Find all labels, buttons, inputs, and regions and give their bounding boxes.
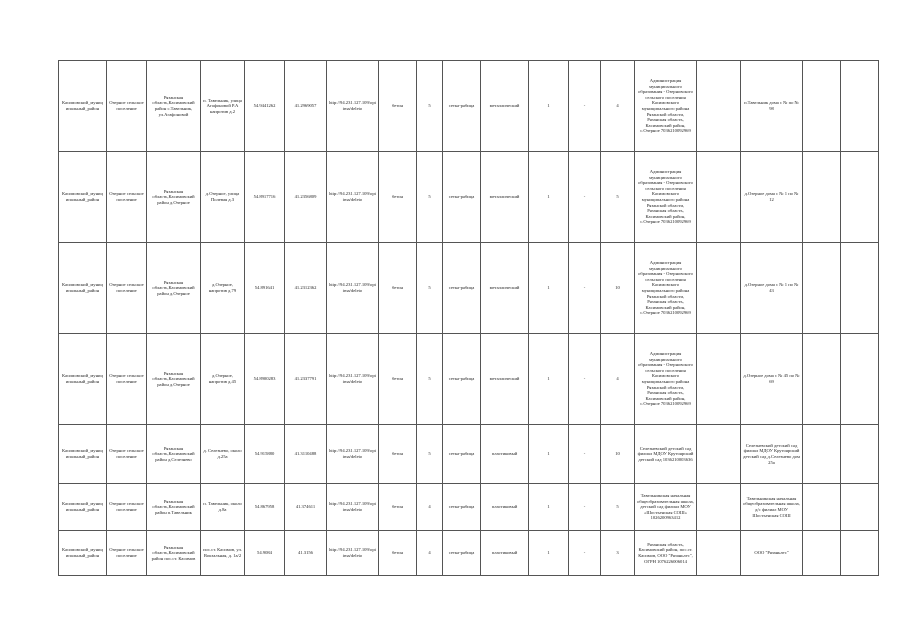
cell-volume: - <box>569 425 601 484</box>
cell-col18 <box>803 425 841 484</box>
cell-address: Рязанская область,Касимовский район с.Тавельник, ул.Агафоновой <box>147 61 201 152</box>
cell-url: http://94.231.127.109/opt ima/deleto <box>327 152 379 243</box>
cell-col18 <box>803 61 841 152</box>
cell-type: сетка-рабица <box>443 334 481 425</box>
cell-settlement: Озерное сельское поселение <box>107 61 147 152</box>
cell-col19 <box>841 484 879 531</box>
table-row <box>59 61 879 152</box>
cell-lon: 41.2337791 <box>285 334 327 425</box>
cell-count: 1 <box>529 531 569 576</box>
cell-served: д.Озерное дома с № 1 по № 43 <box>741 243 803 334</box>
cell-lat: 54.915880 <box>245 425 285 484</box>
cell-type: сетка-рабица <box>443 425 481 484</box>
cell-col16 <box>697 243 741 334</box>
cell-count: 1 <box>529 61 569 152</box>
cell-distance: 5 <box>601 484 635 531</box>
cell-lat: 54.8917716 <box>245 152 285 243</box>
cell-col19 <box>841 61 879 152</box>
cell-type: сетка-рабица <box>443 531 481 576</box>
container-sites-table <box>58 60 879 576</box>
cell-settlement: Озерное сельское поселение <box>107 334 147 425</box>
cell-address: Рязанская область,Касимовский район д.Озерное <box>147 334 201 425</box>
cell-url: http://94.231.127.109/opt ima/deleto <box>327 61 379 152</box>
cell-col16 <box>697 334 741 425</box>
cell-served: Тавельникская начальная общеобразовательная школа, д/с филиал МОУ Шостьенская СОШ <box>741 484 803 531</box>
cell-material: металлический <box>481 152 529 243</box>
cell-lon: 41.3156 <box>285 531 327 576</box>
cell-surface: бетон <box>379 531 417 576</box>
cell-address: Рязанская область,Касимовский район д.Озерное <box>147 152 201 243</box>
cell-served: ООО "Рязаньлес" <box>741 531 803 576</box>
cell-col16 <box>697 531 741 576</box>
cell-type: сетка-рабица <box>443 152 481 243</box>
cell-volume: - <box>569 484 601 531</box>
cell-address: Рязанская область,Касимовский район п.Тавельник <box>147 484 201 531</box>
table-row <box>59 531 879 576</box>
cell-owner: Селезневский детский сад филиал МДОУ Крутоярский детский сад 1036210003636 <box>635 425 697 484</box>
cell-col18 <box>803 531 841 576</box>
cell-lon: 41.3110488 <box>285 425 327 484</box>
cell-served: п.Тавельник дома с № по № 98 <box>741 61 803 152</box>
cell-surface: бетон <box>379 243 417 334</box>
cell-owner: Администрация муниципального образования - Озерновского сельского поселения Касимовского муниципального района Рязанской области, Рязанская область, Касимовский район, с.Озерное 7036210092969 <box>635 243 697 334</box>
cell-area: 4 <box>417 531 443 576</box>
cell-street: д. Селезнево, около д.25а <box>201 425 245 484</box>
table-body <box>59 61 879 576</box>
cell-col19 <box>841 243 879 334</box>
cell-col16 <box>697 61 741 152</box>
cell-type: сетка-рабица <box>443 243 481 334</box>
cell-col19 <box>841 531 879 576</box>
cell-url: http://94.231.127.109/opt ima/deleto <box>327 484 379 531</box>
table-row <box>59 152 879 243</box>
cell-volume: - <box>569 243 601 334</box>
cell-count: 1 <box>529 152 569 243</box>
cell-col18 <box>803 484 841 531</box>
cell-address: Рязанская область,Касимовский район пос.ст. Касимов <box>147 531 201 576</box>
cell-address: Рязанская область,Касимовский район д.Озерное <box>147 243 201 334</box>
cell-settlement: Озерное сельское поселение <box>107 425 147 484</box>
cell-lon: 41.374611 <box>285 484 327 531</box>
cell-url: http://94.231.127.109/opt ima/deleto <box>327 334 379 425</box>
cell-material: пластиковый <box>481 484 529 531</box>
cell-street: д.Озерное, напротив д.45 <box>201 334 245 425</box>
cell-col18 <box>803 243 841 334</box>
cell-type: сетка-рабица <box>443 484 481 531</box>
table-row <box>59 484 879 531</box>
cell-material: металлический <box>481 334 529 425</box>
cell-count: 1 <box>529 243 569 334</box>
cell-lat: 54.867958 <box>245 484 285 531</box>
cell-owner: Администрация муниципального образования - Озерновского сельского поселения Касимовского муниципального района Рязанской области, Рязанская область, Касимовский район, с.Озерное 7036210092969 <box>635 152 697 243</box>
cell-owner: Администрация муниципального образования - Озерновского сельского поселения Касимовского муниципального района Рязанской области, Рязанская область, Касимовский район, с.Озерное 7036210092969 <box>635 61 697 152</box>
table-row <box>59 334 879 425</box>
cell-col16 <box>697 152 741 243</box>
cell-material: металлический <box>481 243 529 334</box>
cell-volume: - <box>569 61 601 152</box>
cell-settlement: Озерное сельское поселение <box>107 531 147 576</box>
cell-area: 5 <box>417 61 443 152</box>
cell-street: п. Тавельник, улица Агафоновой Р.А напротив д.2 <box>201 61 245 152</box>
cell-district: Касимовский_муниципальный_район <box>59 334 107 425</box>
cell-district: Касимовский_муниципальный_район <box>59 152 107 243</box>
cell-lon: 41.2356809 <box>285 152 327 243</box>
cell-col16 <box>697 425 741 484</box>
cell-owner: Тавельникская начальная общеобразовательная школа, детский сад филиал МОУ «Шостьенская СОШ» 1026200963412 <box>635 484 697 531</box>
cell-url: http://94.231.127.109/opt ima/deleto <box>327 425 379 484</box>
cell-material: пластиковый <box>481 425 529 484</box>
cell-col19 <box>841 334 879 425</box>
cell-served: д.Озерное дома с № 45 по № 69 <box>741 334 803 425</box>
cell-volume: - <box>569 531 601 576</box>
cell-lat: 54.9084 <box>245 531 285 576</box>
cell-district: Касимовский_муниципальный_район <box>59 484 107 531</box>
cell-type: сетка-рабица <box>443 61 481 152</box>
cell-distance: 4 <box>601 334 635 425</box>
cell-volume: - <box>569 334 601 425</box>
cell-owner: Администрация муниципального образования - Озерновского сельского поселения Касимовского муниципального района Рязанской области, Рязанская область, Касимовский район, с.Озерное 7036210092969 <box>635 334 697 425</box>
cell-col19 <box>841 425 879 484</box>
cell-street: д.Озерное, улица Полевая д.3 <box>201 152 245 243</box>
cell-url: http://94.231.127.109/opt ima/deleto <box>327 243 379 334</box>
cell-col19 <box>841 152 879 243</box>
cell-area: 5 <box>417 425 443 484</box>
document-page <box>58 60 878 576</box>
cell-distance: 3 <box>601 531 635 576</box>
cell-col16 <box>697 484 741 531</box>
cell-count: 1 <box>529 484 569 531</box>
cell-lat: 54.8900283 <box>245 334 285 425</box>
cell-address: Рязанская область,Касимовский район д.Селезнево <box>147 425 201 484</box>
cell-col18 <box>803 334 841 425</box>
cell-lat: 54.891641 <box>245 243 285 334</box>
cell-distance: 5 <box>601 152 635 243</box>
cell-lon: 41.2312362 <box>285 243 327 334</box>
cell-surface: бетон <box>379 425 417 484</box>
cell-area: 5 <box>417 243 443 334</box>
cell-settlement: Озерное сельское поселение <box>107 152 147 243</box>
cell-street: пос.ст. Касимов, ул. Вокзальная, д. 1а/2 <box>201 531 245 576</box>
cell-district: Касимовский_муниципальный_район <box>59 531 107 576</box>
cell-served: Селезневский детский сад филиал МДОУ Крутоярский детский сад д.Селезнево дом 25а <box>741 425 803 484</box>
cell-street: д.Озерное, напротив д.79 <box>201 243 245 334</box>
cell-settlement: Озерное сельское поселение <box>107 484 147 531</box>
cell-surface: бетон <box>379 152 417 243</box>
cell-district: Касимовский_муниципальный_район <box>59 243 107 334</box>
cell-count: 1 <box>529 334 569 425</box>
cell-district: Касимовский_муниципальный_район <box>59 425 107 484</box>
cell-material: пластиковый <box>481 531 529 576</box>
cell-district: Касимовский_муниципальный_район <box>59 61 107 152</box>
cell-count: 1 <box>529 425 569 484</box>
cell-distance: 4 <box>601 61 635 152</box>
cell-owner: Рязанская область, Касимовский район, пос.ст. Касимов, ООО "Рязаньлес", ОГРН 1076226006014 <box>635 531 697 576</box>
cell-col18 <box>803 152 841 243</box>
cell-served: д.Озерное дома с № 1 по № 12 <box>741 152 803 243</box>
cell-settlement: Озерное сельское поселение <box>107 243 147 334</box>
cell-surface: бетон <box>379 484 417 531</box>
cell-url: http://94.231.127.109/opt ima/deleto <box>327 531 379 576</box>
cell-material: металлический <box>481 61 529 152</box>
cell-street: п. Тавельник, около д.8а <box>201 484 245 531</box>
cell-area: 5 <box>417 152 443 243</box>
cell-distance: 10 <box>601 243 635 334</box>
table-row <box>59 243 879 334</box>
cell-distance: 10 <box>601 425 635 484</box>
cell-surface: бетон <box>379 334 417 425</box>
cell-volume: - <box>569 152 601 243</box>
cell-area: 5 <box>417 334 443 425</box>
cell-lon: 41.2969057 <box>285 61 327 152</box>
cell-area: 4 <box>417 484 443 531</box>
cell-surface: бетон <box>379 61 417 152</box>
table-row <box>59 425 879 484</box>
cell-lat: 54.9441262 <box>245 61 285 152</box>
